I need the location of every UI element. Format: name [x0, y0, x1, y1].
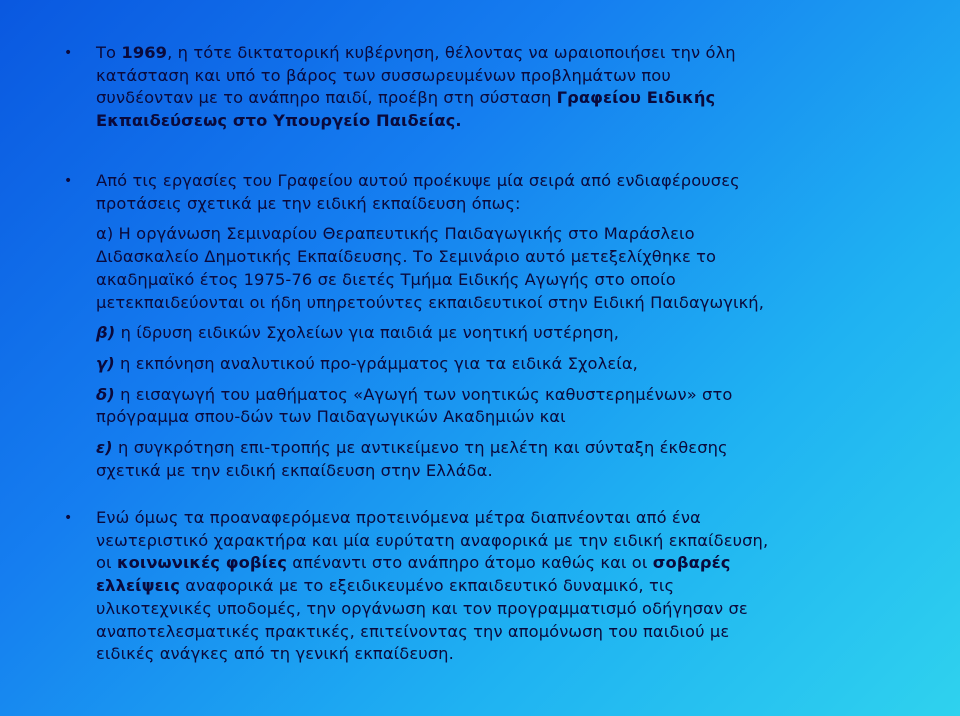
p3-line-4: ελλείψεις αναφορικά με το εξειδικευμένο εκπαιδευτικό δυναμικό, τις — [96, 576, 675, 596]
bullet-1: • — [64, 45, 73, 61]
p1-line-3: συνδέονταν με το ανάπηρο παιδί, προέβη στη σύσταση Γραφείου Ειδικής — [96, 88, 716, 108]
paragraph-2 — [96, 170, 920, 482]
p2-line-4: Διδασκαλείο Δημοτικής Εκπαίδευσης. Το Σεμινάριο αυτό μετεξελίχθηκε το — [96, 247, 717, 267]
p2-line-7: β) η ίδρυση ειδικών Σχολείων για παιδιά με νοητική υστέρηση, — [96, 323, 619, 343]
p3-line-5: υλικοτεχνικές υποδομές, την οργάνωση και τον προγραμματισμό οδήγησαν σε — [96, 598, 748, 618]
p2-line-12: σχετικά με την ειδική εκπαίδευση στην Ελλάδα. — [96, 460, 493, 480]
p3-line-1: Ενώ όμως τα προαναφερόμενα προτεινόμενα μέτρα διαπνέονται από ένα — [96, 508, 701, 527]
bullet-2: • — [64, 173, 73, 189]
serious-shortcomings-part-1: σοβαρές — [652, 553, 731, 573]
p2-line-5: ακαδημαϊκό έτος 1975-76 σε διετές Τμήμα Ειδικής Αγωγής στο οποίο — [96, 269, 676, 289]
p2-line-11: ε) η συγκρότηση επι-τροπής με αντικείμενο τη μελέτη και σύνταξη έκθεσης — [96, 438, 728, 458]
p2-line-2: προτάσεις σχετικά με την ειδική εκπαίδευση όπως: — [96, 193, 521, 213]
item-marker-b: β) — [96, 323, 116, 343]
p2-line-9: δ) η εισαγωγή του μαθήματος «Αγωγή των νοητικώς καθυστερημένων» στο — [96, 384, 733, 404]
office-name-part-1: Γραφείου Ειδικής — [556, 88, 716, 108]
year-1969: 1969 — [121, 43, 168, 62]
p2-line-10: πρόγραμμα σπου-δών των Παιδαγωγικών Ακαδημιών και — [96, 407, 566, 427]
p1-line-2: κατάσταση και υπό το βάρος των συσσωρευμένων προβλημάτων που — [96, 65, 671, 85]
office-name-part-2: Εκπαιδεύσεως στο Υπουργείο Παιδείας. — [96, 111, 462, 131]
p2-line-1: Από τις εργασίες του Γραφείου αυτού προέκυψε μία σειρά από ενδιαφέρουσες — [96, 171, 740, 190]
p3-line-3: οι κοινωνικές φοβίες απέναντι στο ανάπηρο άτομο καθώς και οι σοβαρές — [96, 553, 731, 573]
bullet-3: • — [64, 510, 73, 526]
paragraph-3 — [96, 507, 920, 666]
item-marker-e: ε) — [96, 438, 113, 458]
p3-line-7: ειδικές ανάγκες από τη γενική εκπαίδευση. — [96, 644, 454, 664]
p2-line-6: μετεκπαιδεύονται οι ήδη υπηρετούντες εκπαιδευτικοί στην Ειδική Παιδαγωγική, — [96, 292, 764, 312]
social-phobias: κοινωνικές φοβίες — [116, 553, 288, 573]
item-marker-d: δ) — [96, 384, 115, 404]
p1-line-1: Το 1969, η τότε δικτατορική κυβέρνηση, θέλοντας να ωραιοποιήσει την όλη — [96, 43, 736, 62]
paragraph-1 — [96, 42, 920, 133]
p3-line-2: νεωτεριστικό χαρακτήρα και μία ευρύτατη αναφορικά με την ειδική εκπαίδευση, — [96, 530, 769, 550]
item-marker-c: γ) — [96, 353, 115, 373]
p2-line-3: α) Η οργάνωση Σεμιναρίου Θεραπευτικής Παιδαγωγικής στο Μαράσλειο — [96, 224, 695, 244]
p2-line-8: γ) η εκπόνηση αναλυτικού προ-γράμματος για τα ειδικά Σχολεία, — [96, 353, 638, 373]
serious-shortcomings-part-2: ελλείψεις — [96, 576, 180, 596]
p3-line-6: αναποτελεσματικές πρακτικές, επιτείνοντας την απομόνωση του παιδιού με — [96, 621, 730, 641]
